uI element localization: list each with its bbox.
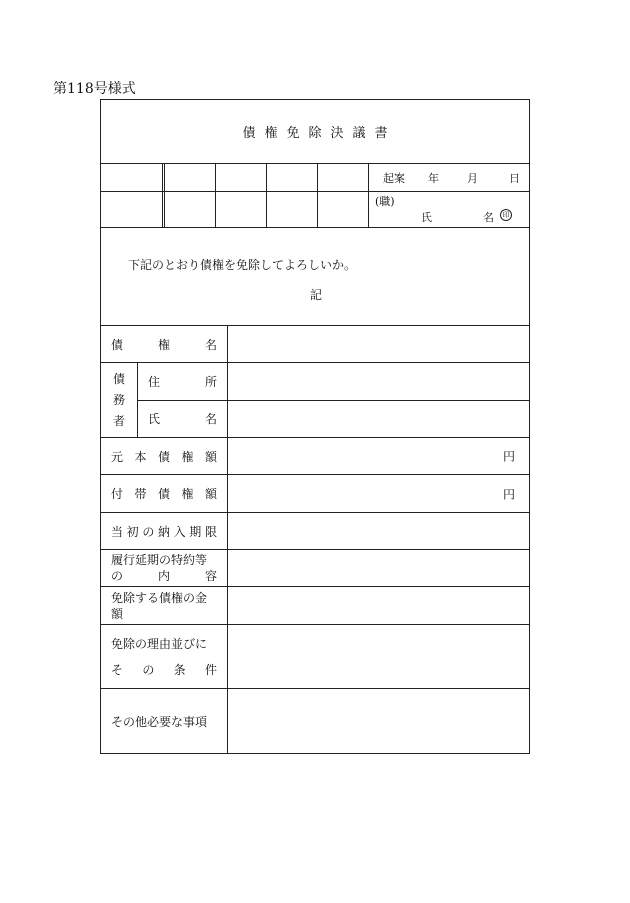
debtor-address-row (138, 363, 529, 401)
deadline-label: 当 初 の 納 入 期 限 (101, 513, 228, 549)
name-label: 氏 名 (138, 401, 228, 438)
drafted-date[interactable] (369, 164, 529, 191)
approval-cell[interactable] (101, 164, 165, 191)
principal-row (101, 438, 529, 475)
approval-cell[interactable] (165, 192, 216, 227)
form-title: 債権免除決議書 (101, 100, 529, 164)
request-text: 下記のとおり債権を免除してよろしいか。 (128, 258, 357, 272)
deadline-row (101, 513, 529, 550)
extension-label: 履行延期の特約等 の 内 容 (101, 550, 228, 586)
claim-name-row (101, 326, 529, 363)
accessory-value[interactable] (228, 475, 529, 512)
approval-cell[interactable] (318, 192, 369, 227)
drafter-name[interactable] (369, 192, 529, 227)
approval-cell[interactable] (267, 192, 318, 227)
exempt-amount-value[interactable] (228, 587, 529, 624)
name-value[interactable] (228, 401, 529, 438)
year-label: 年 (428, 172, 439, 185)
accessory-label: 付 帯 債 権 額 (101, 475, 228, 512)
approval-cell[interactable] (267, 164, 318, 191)
other-label: その他必要な事項 (101, 689, 228, 753)
drafted-label: 起案 (383, 172, 405, 185)
approval-row-top (101, 164, 529, 192)
principal-value[interactable] (228, 438, 529, 474)
day-label: 日 (509, 172, 520, 185)
debtor-name-row (138, 401, 529, 438)
surname-label: 氏 (421, 211, 432, 224)
deadline-value[interactable] (228, 513, 529, 549)
debtor-row (101, 363, 529, 438)
approval-cell[interactable] (101, 192, 165, 227)
accessory-row (101, 475, 529, 513)
exempt-amount-row (101, 587, 529, 625)
approval-cell[interactable] (216, 164, 267, 191)
ki-label: 記 (310, 288, 323, 302)
yen-unit: 円 (502, 487, 515, 501)
approval-cell[interactable] (318, 164, 369, 191)
other-row (101, 689, 529, 753)
given-name-label: 名 (483, 211, 494, 224)
approval-cell[interactable] (165, 164, 216, 191)
yen-unit: 円 (502, 449, 515, 464)
other-value[interactable] (228, 689, 529, 753)
address-value[interactable] (228, 363, 529, 400)
extension-value[interactable] (228, 550, 529, 586)
claim-waiver-form (100, 99, 530, 754)
form-number: 第118号様式 (53, 81, 136, 97)
claim-name-label: 債 権 名 (101, 326, 228, 362)
claim-name-value[interactable] (228, 326, 529, 362)
approval-row-bottom (101, 192, 529, 228)
reason-value[interactable] (228, 625, 529, 688)
seal-icon: 印 (500, 209, 512, 221)
principal-label: 元 本 債 権 額 (101, 438, 228, 474)
address-label: 住 所 (138, 363, 228, 400)
reason-row (101, 625, 529, 689)
request-section (101, 228, 529, 326)
position-label: (職) (375, 195, 395, 208)
month-label: 月 (467, 172, 478, 185)
exempt-amount-label: 免除する債権の金 額 (101, 587, 228, 624)
debtor-label: 債 務 者 (101, 363, 138, 437)
reason-label: 免除の理由並びに そ の 条 件 (101, 625, 228, 688)
extension-row (101, 550, 529, 587)
approval-cell[interactable] (216, 192, 267, 227)
